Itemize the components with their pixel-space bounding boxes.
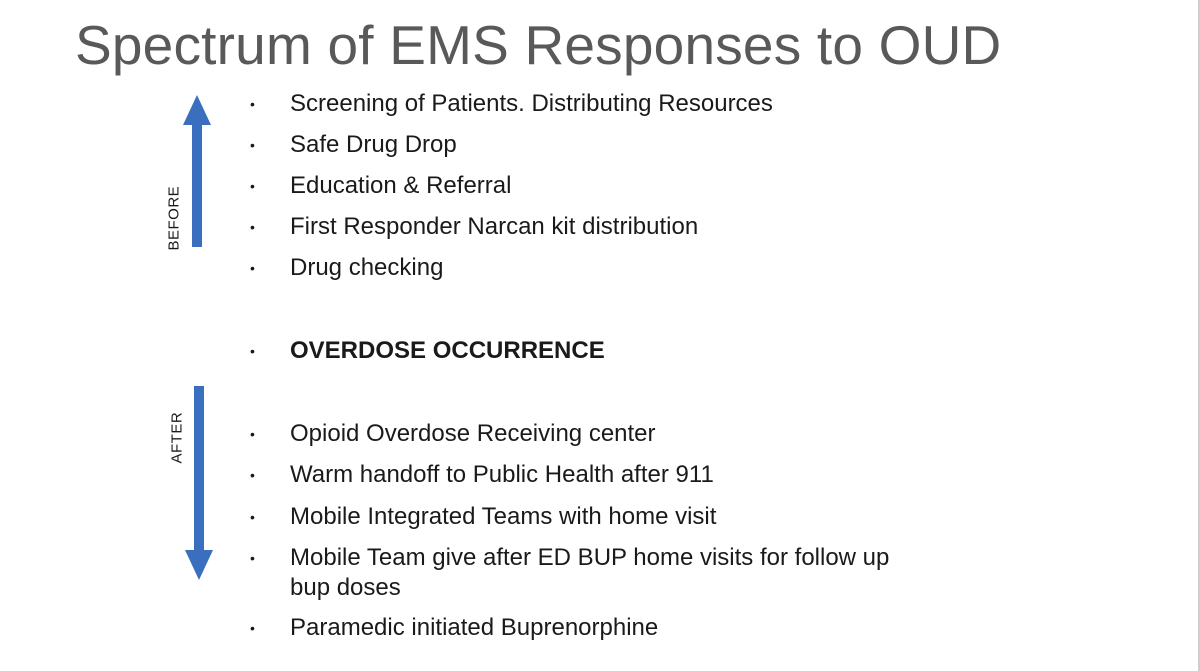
bullet-dot: • — [250, 426, 255, 442]
list-item-text: Warm handoff to Public Health after 911 — [290, 461, 714, 488]
list-item-text: Education & Referral — [290, 172, 512, 199]
bullet-dot: • — [250, 343, 255, 359]
before-label: BEFORE — [165, 185, 183, 251]
bullet-dot: • — [250, 219, 255, 235]
bullet-dot: • — [250, 620, 255, 636]
slide-title: Spectrum of EMS Responses to OUD — [75, 14, 1002, 76]
overdose-occurrence-text: OVERDOSE OCCURRENCE — [290, 337, 605, 364]
list-item-text: Mobile Integrated Teams with home visit — [290, 503, 717, 530]
list-item-text: Paramedic initiated Buprenorphine — [290, 614, 659, 641]
list-item-text: Screening of Patients. Distributing Resources — [290, 90, 773, 117]
bullet-dot: • — [250, 467, 255, 483]
after-label: AFTER — [168, 411, 186, 464]
bullet-dot: • — [250, 178, 255, 194]
list-item-text: First Responder Narcan kit distribution — [290, 213, 699, 240]
list-item-text: Mobile Team give after ED BUP home visits for follow up bup doses — [290, 544, 890, 601]
bullet-dot: • — [250, 509, 255, 525]
list-item-text: Safe Drug Drop — [290, 131, 457, 158]
list-item-text: Drug checking — [290, 254, 444, 281]
bullet-dot: • — [250, 550, 255, 566]
bullet-dot: • — [250, 260, 255, 276]
bullet-dot: • — [250, 96, 255, 112]
list-item-text: Opioid Overdose Receiving center — [290, 420, 656, 447]
bullet-dot: • — [250, 137, 255, 153]
